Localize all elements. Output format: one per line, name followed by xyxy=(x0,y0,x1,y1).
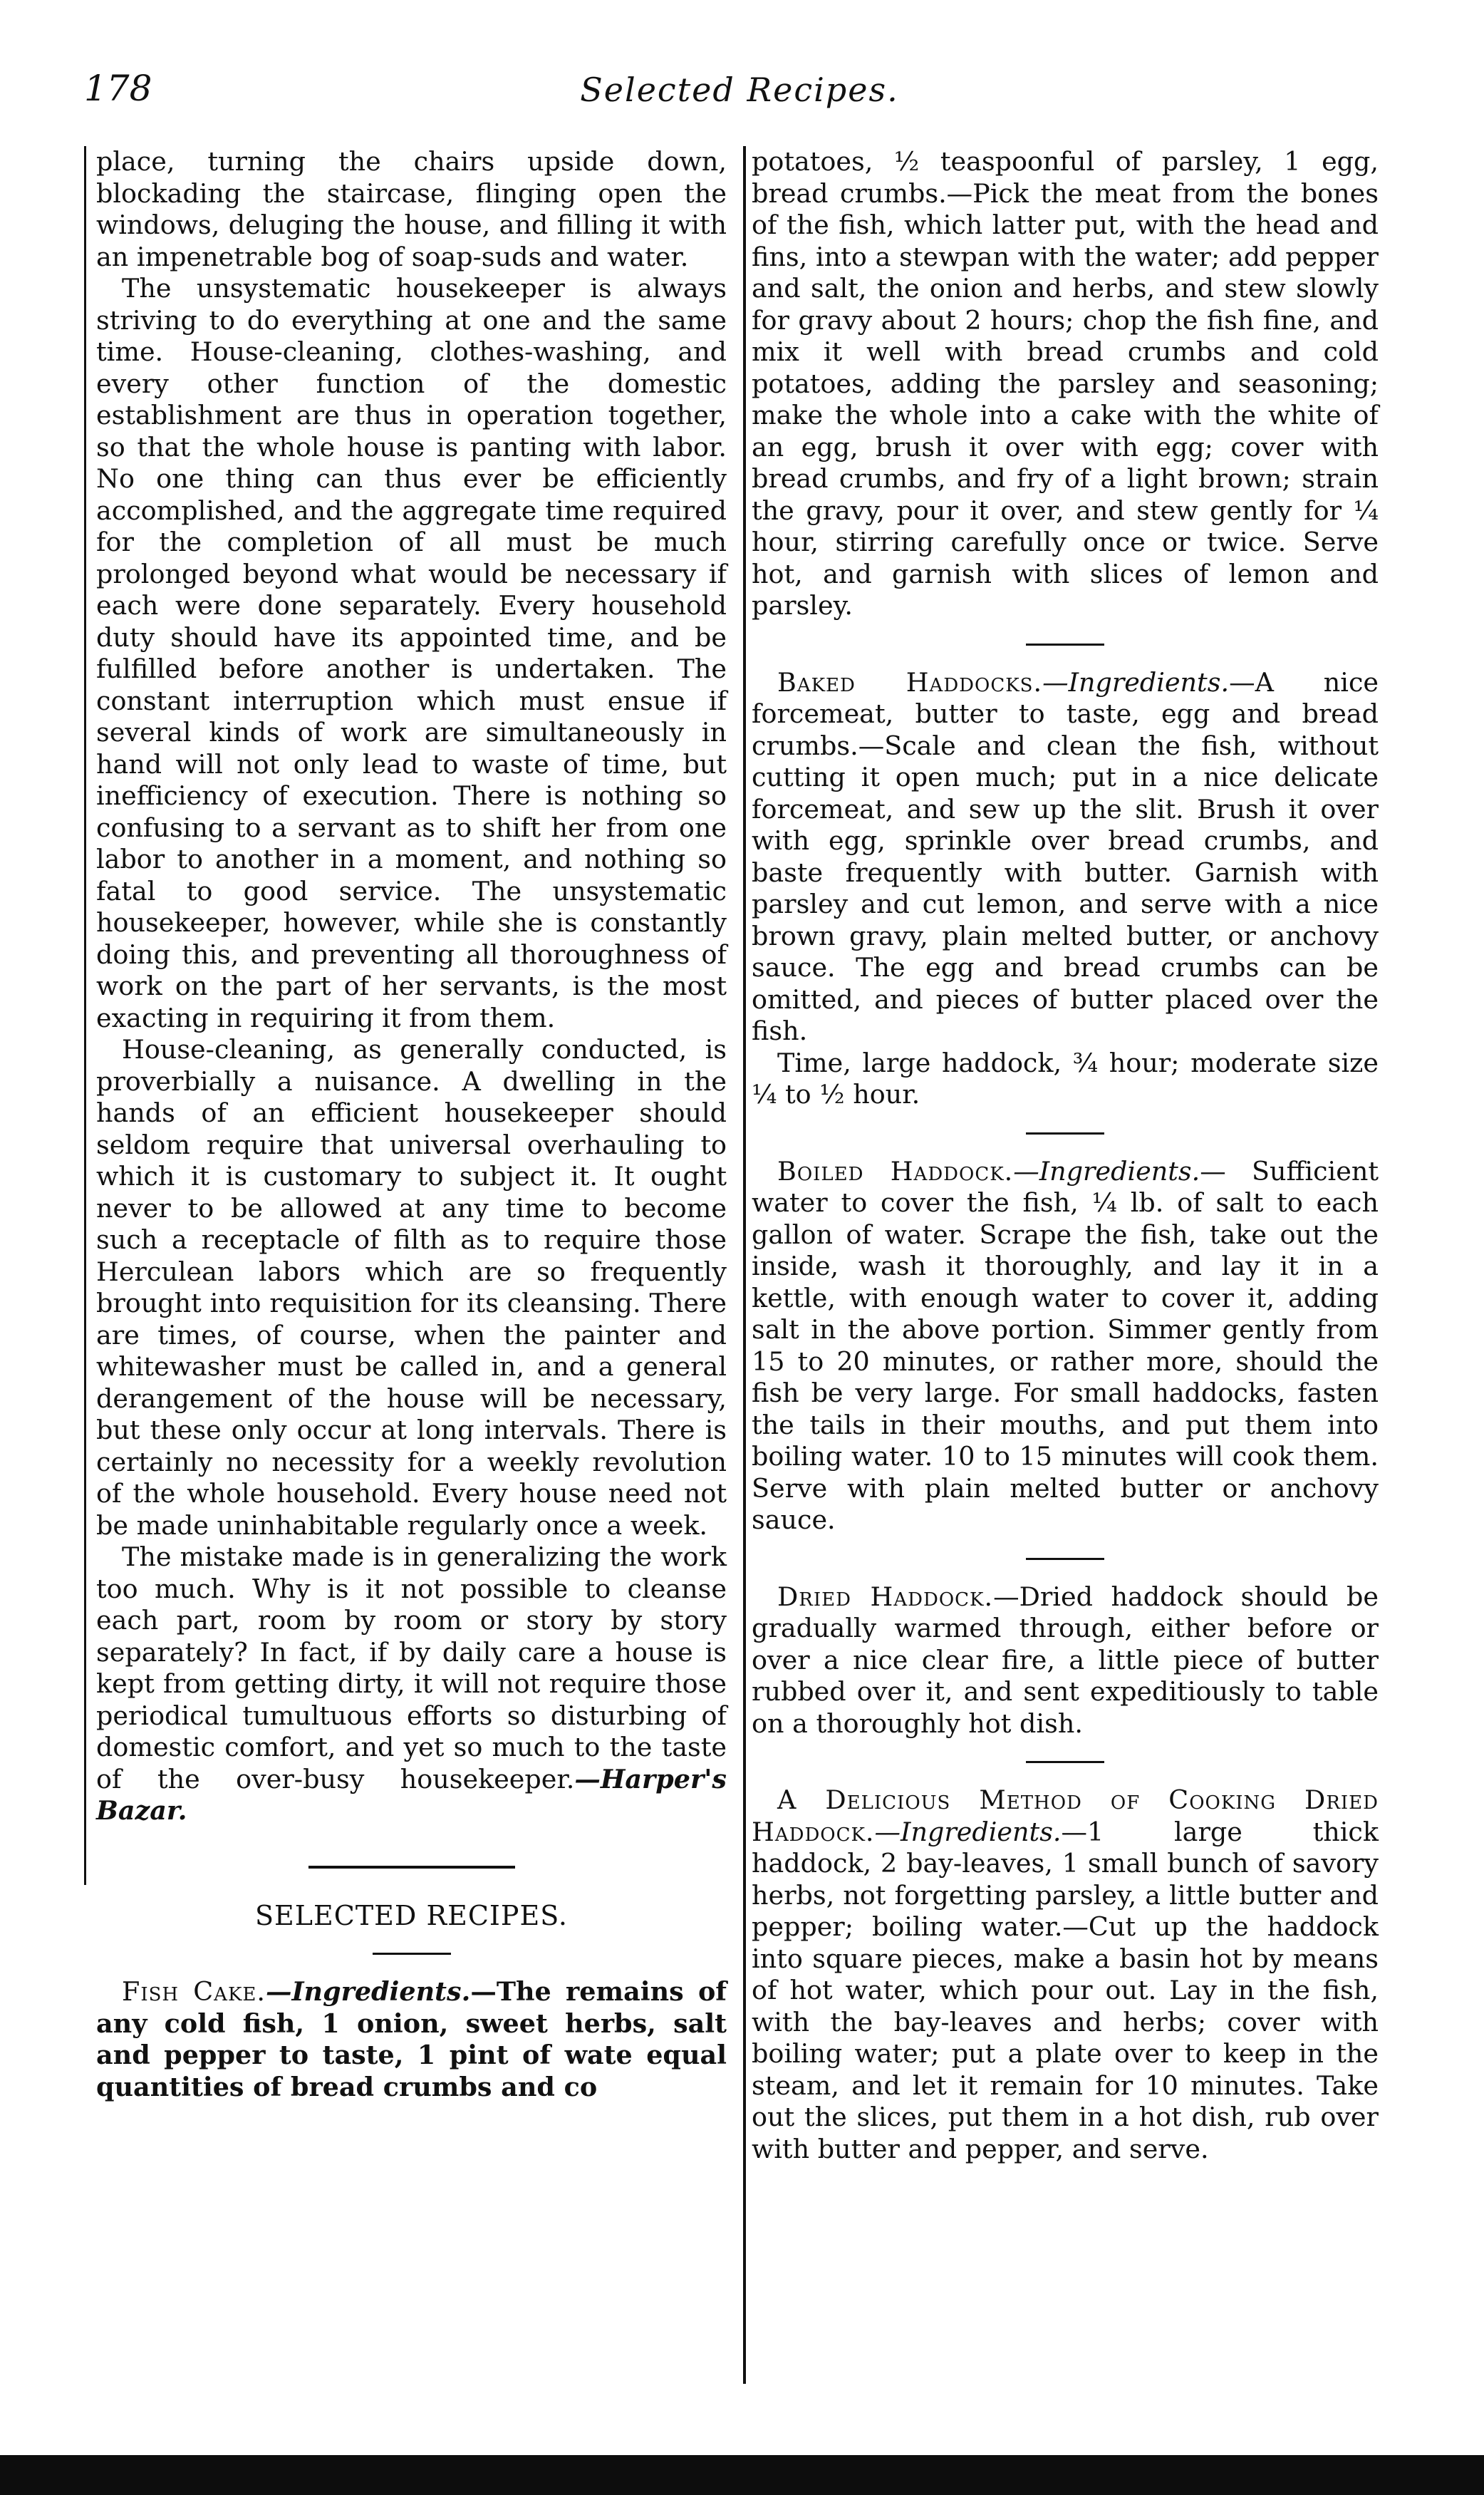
recipe-text: —1 large thick haddock, 2 bay-leaves, 1 small bunch of savory herbs, not forgetting parsley, a little butter and pepper; boiling water.—Cut up the haddock into square pieces, make a basin hot by means of hot water, which pour out. Lay in the fish, with the bay-leaves and herbs; cover with boiling water; put a plate over to keep in the steam, and let it remain for 10 minutes. Take out the slices, put them in a hot dish, rub over with butter and pepper, and serve. xyxy=(752,1816,1379,2164)
paragraph-mistake-text: The mistake made is in generalizing the work too much. Why is it not possible to cleanse each part, room by room or story by story separately? In fact, if by daily care a house is kept from getting dirty, it will not require those periodical tumultuous efforts so disturbing of domestic comfort, and yet so much to the taste of the over-busy housekeeper. xyxy=(96,1541,727,1794)
recipe-text: —The remains of any cold fish, 1 onion, sweet herbs, salt and pepper to taste, 1 pint of wate equal quantities of bread crumbs and co xyxy=(96,1976,727,2102)
paragraph-continued: place, turning the chairs upside down, blockading the staircase, flinging open the windows, deluging the house, and filling it with an impenetrable bog of soap-suds and water. xyxy=(96,146,727,272)
right-column xyxy=(752,146,1379,2165)
scan-edge-bar xyxy=(0,2455,1484,2495)
recipe-title: Boiled Haddock. xyxy=(777,1155,1014,1187)
page-header xyxy=(84,68,1395,132)
short-rule xyxy=(1026,1761,1104,1763)
recipe-delicious-method xyxy=(752,1784,1379,2165)
ornamental-rule xyxy=(308,1866,515,1869)
paragraph-mistake xyxy=(96,1541,727,1827)
column-divider xyxy=(743,146,746,2384)
short-rule xyxy=(1026,1132,1104,1135)
source-attribution: —Harper's Bazar. xyxy=(96,1763,727,1826)
recipe-baked-haddocks xyxy=(752,667,1379,1048)
recipe-text: —Dried haddock should be gradually warmed through, either before or over a nice clear fire, a little piece of butter rubbed over it, and sent expeditiously to table on a thoroughly hot dish. xyxy=(752,1581,1379,1739)
ingredients-label: —Ingredients. xyxy=(1013,1155,1200,1187)
recipe-dried-haddock xyxy=(752,1581,1379,1740)
running-head: Selected Recipes. xyxy=(580,71,899,109)
left-margin-rule xyxy=(84,146,86,1885)
recipe-title: Dried Haddock. xyxy=(777,1581,994,1612)
recipe-title: Baked Haddocks. xyxy=(777,666,1043,698)
recipe-text: —A nice forcemeat, butter to taste, egg and bread crumbs.—Scale and clean the fish, without cutting it open much; put in a nice delicate forcemeat, and sew up the slit. Brush it over with egg, sprinkle over bread crumbs, and baste frequently with butter. Garnish with parsley and cut lemon, and serve with a nice brown gravy, plain melted butter, or anchovy sauce. The egg and bread crumbs can be omitted, and pieces of butter placed over the fish. xyxy=(752,666,1379,1046)
recipe-title: Fish Cake. xyxy=(122,1976,266,2007)
short-rule xyxy=(1026,644,1104,646)
recipe-fish-cake xyxy=(96,1976,727,2103)
section-heading: SELECTED RECIPES. xyxy=(255,1899,568,1931)
recipe-text: — Sufficient water to cover the fish, ¼ lb. of salt to each gallon of water. Scrape the fish, take out the inside, wash it thoroughly, and lay it in a kettle, with enough water to cover it, adding salt in the above portion. Simmer gently from 15 to 20 minutes, or rather more, should the fish be very large. For small haddocks, fasten the tails in their mouths, and put them into boiling water. 10 to 15 minutes will cook them. Serve with plain melted butter or anchovy sauce. xyxy=(752,1155,1379,1535)
ingredients-label: —Ingredients. xyxy=(1042,666,1230,698)
ingredients-label: —Ingredients. xyxy=(874,1816,1062,1847)
recipe-boiled-haddock xyxy=(752,1156,1379,1536)
paragraph-unsystematic-housekeeper: The unsystematic housekeeper is always striving to do everything at one and the same time. House-cleaning, clothes-washing, and every other function of the domestic establishment are thus in operation together, so that the whole house is panting with labor. No one thing can thus ever be efficiently accomplished, and the aggregate time required for the completion of all must be much prolonged beyond what would be necessary if each were done separately. Every household duty should have its appointed time, and be fulfilled before another is undertaken. The constant interruption which must ensue if several kinds of work are simultaneously in hand will not only lead to waste of time, but inefficiency of execution. There is nothing so confusing to a servant as to shift her from one labor to another in a moment, and nothing so fatal to good service. The unsystematic housekeeper, however, while she is constantly doing this, and preventing all thoroughness of work on the part of her servants, is the most exacting in requiring it from them. xyxy=(96,273,727,1033)
short-rule xyxy=(373,1953,451,1955)
recipe-time: Time, large haddock, ¾ hour; moderate size ¼ to ½ hour. xyxy=(752,1047,1379,1110)
recipe-fish-cake-continued: potatoes, ½ teaspoonful of parsley, 1 egg, bread crumbs.—Pick the meat from the bones of the fish, which latter put, with the head and fins, into a stewpan with the water; add pepper and salt, the onion and herbs, and stew slowly for gravy about 2 hours; chop the fish fine, and mix it well with bread crumbs and cold potatoes, adding the parsley and seasoning; make the whole into a cake with the white of an egg, brush it over with egg; cover with bread crumbs, and fry of a light brown; strain the gravy, pour it over, and stew gently for ¼ hour, stirring carefully once or twice. Serve hot, and garnish with slices of lemon and parsley. xyxy=(752,146,1379,621)
page-number: 178 xyxy=(84,68,152,109)
left-column xyxy=(96,146,727,2103)
recipe-title: A Delicious Method of Cooking Dried Haddock. xyxy=(752,1784,1379,1847)
ingredients-label: —Ingredients. xyxy=(265,1976,471,2007)
paragraph-house-cleaning: House-cleaning, as generally conducted, is proverbially a nuisance. A dwelling in the hands of an efficient housekeeper should seldom require that universal overhauling to which it is customary to subject it. It ought never to be allowed at any time to become such a receptacle of filth as to require those Herculean labors which are so frequently brought into requisition for its cleansing. There are times, of course, when the painter and whitewasher must be called in, and a general derangement of the house will be necessary, but these only occur at long intervals. There is certainly no necessity for a weekly revolution of the whole household. Every house need not be made uninhabitable regularly once a week. xyxy=(96,1034,727,1541)
short-rule xyxy=(1026,1558,1104,1560)
